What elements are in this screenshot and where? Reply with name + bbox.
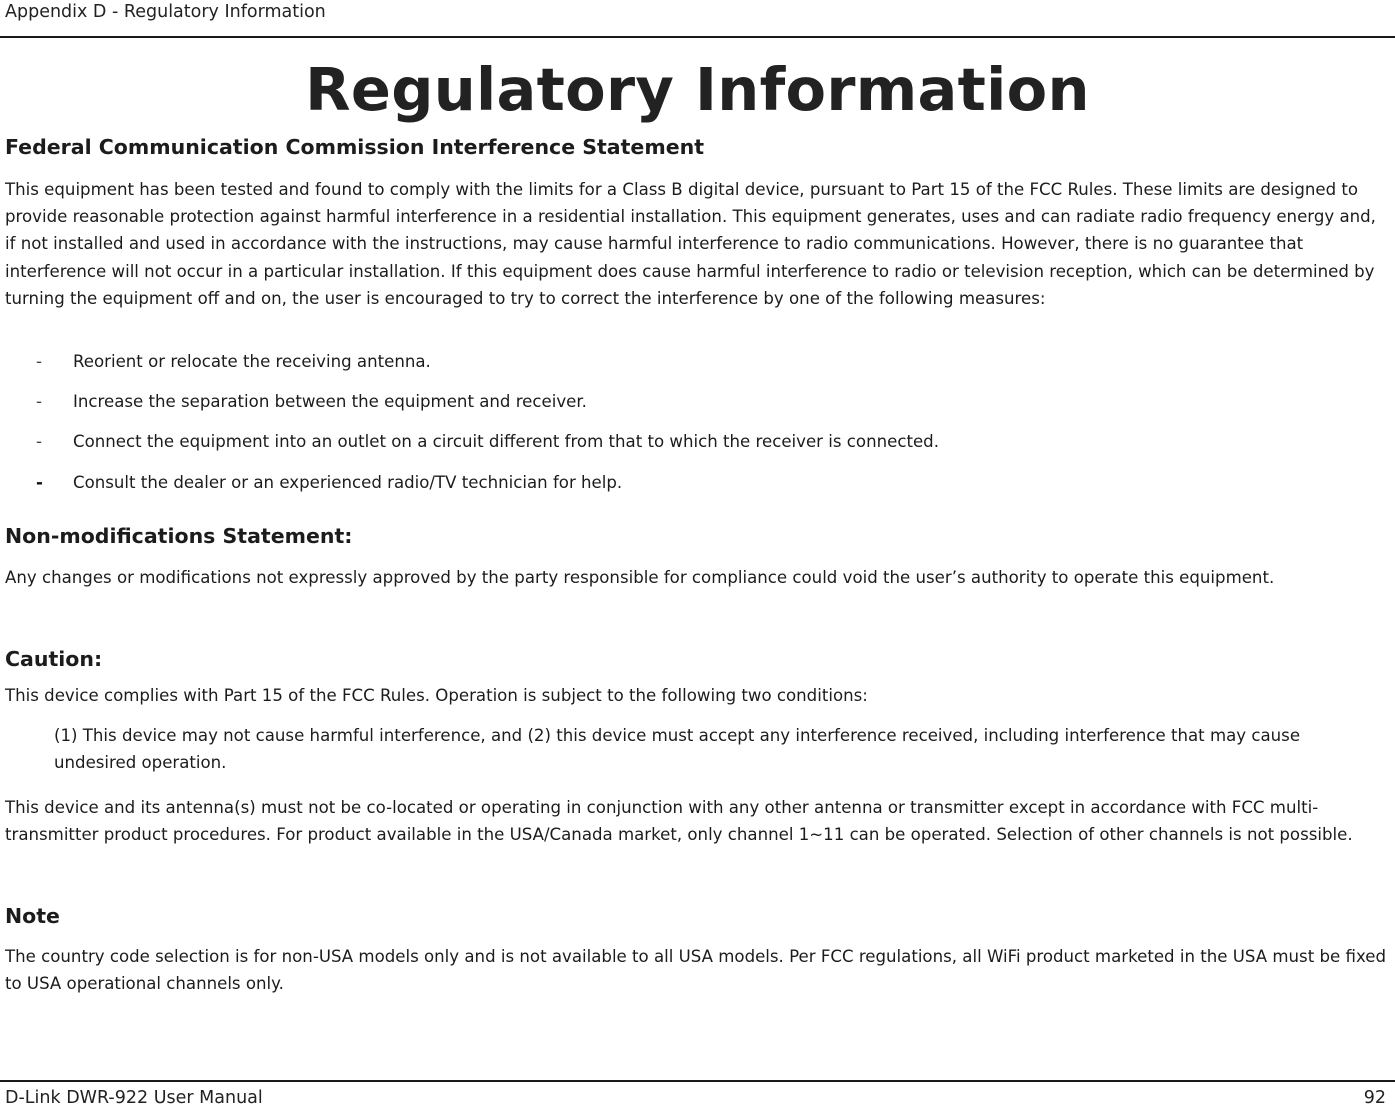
footer-rule (0, 1080, 1395, 1082)
bullet-dash: - (36, 352, 42, 371)
caution-conditions-paragraph: (1) This device may not cause harmful interference, and (2) this device must accept any interference received, including interference that may cause undesired operation. (54, 726, 1301, 773)
note-heading: Note (5, 904, 60, 928)
fcc-intro-paragraph: This equipment has been tested and found to comply with the limits for a Class B digital device, pursuant to Part 15 of the FCC Rules. These limits are designed to provide reasonable protection against harmful interference in a residential installation. This equipment generates, uses and can radiate radio frequency energy and, if not installed and used in accordance with the instructions, may cause harmful interference to radio communications. However, there is no guarantee that interference will not occur in a particular installation. If this equipment does cause harmful interference to radio or television reception, which can be determined by turning the equipment off and on, the user is encouraged to try to correct the interference by one of the following measures: (5, 180, 1376, 308)
colocation-paragraph: This device and its antenna(s) must not be co-located or operating in conjunction with any other antenna or transmitter except in accordance with FCC multi-transmitter product procedures. For product available in the USA/Canada market, only channel 1~11 can be operated. Selection of other channels is not possible. (5, 798, 1353, 845)
list-item (0, 469, 1300, 509)
non-modifications-heading: Non-modifications Statement: (5, 524, 353, 548)
list-item (0, 388, 1300, 428)
footer-page-number: 92 (1363, 1088, 1386, 1108)
note-paragraph: The country code selection is for non-USA models only and is not available to all USA models. Per FCC regulations, all WiFi product marketed in the USA must be fixed to USA operational channels only. (5, 947, 1386, 994)
caution-heading: Caution: (5, 647, 103, 671)
list-item-text: Increase the separation between the equipment and receiver. (73, 392, 587, 412)
bullet-dash: - (36, 472, 43, 492)
list-item (0, 428, 1300, 468)
bullet-dash: - (36, 392, 42, 412)
list-item-text: Reorient or relocate the receiving antenna. (73, 352, 431, 371)
footer-manual-name: D-Link DWR-922 User Manual (5, 1088, 263, 1108)
list-item (0, 348, 1300, 388)
non-modifications-paragraph: Any changes or modifications not expressly approved by the party responsible for compliance could void the user’s authority to operate this equipment. (5, 568, 1275, 587)
fcc-heading: Federal Communication Commission Interference Statement (5, 135, 704, 159)
caution-intro-paragraph: This device complies with Part 15 of the FCC Rules. Operation is subject to the following two conditions: (5, 686, 868, 705)
bullet-dash: - (36, 432, 42, 452)
header-rule (0, 36, 1395, 38)
fcc-measures-list (0, 348, 1300, 509)
page-title: Regulatory Information (305, 55, 1090, 124)
list-item-text: Connect the equipment into an outlet on a circuit different from that to which the receiver is connected. (73, 432, 939, 452)
page-header: Appendix D - Regulatory Information (5, 2, 326, 22)
list-item-text: Consult the dealer or an experienced radio/TV technician for help. (73, 472, 623, 492)
